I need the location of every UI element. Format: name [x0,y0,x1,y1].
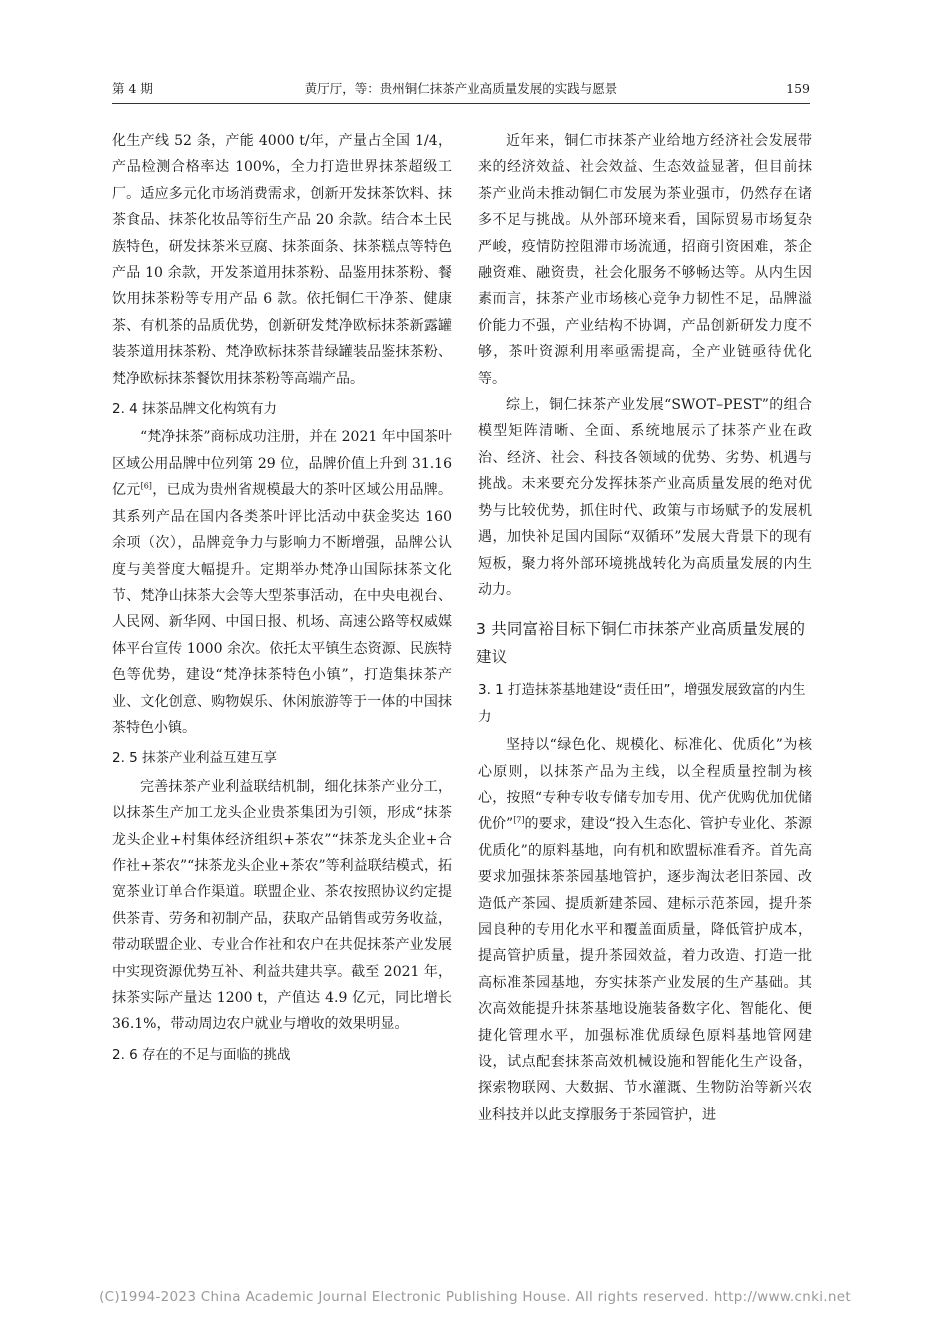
issue-number: 第 4 期 [112,81,153,96]
paragraph-summary: 综上，铜仁抹茶产业发展“SWOT–PEST”的组合模型矩阵清晰、全面、系统地展示了抹茶产业在政治、经济、社会、科技各领域的优势、劣势、机遇与挑战。未来要充分发挥抹茶产业高质量发展的绝对优势与比较优势，抓住时代、政策与市场赋予的发展机遇，加快补足国内国际“双循环”发展大背景下的现有短板，聚力将外部环境挑战转化为高质量发展的内生动力。 [478,397,812,598]
copyright-footer: (C)1994-2023 China Academic Journal Electronic Publishing House. All rights reserved. http://www.cnki.net [99,1289,851,1305]
left-column [112,128,452,1070]
header-rule [112,103,810,104]
section-heading-3-1: 3. 1 打造抹茶基地建设“责任田”，增强发展致富的内生力 [478,682,806,725]
paragraph-3-1-part-a: 坚持以“绿色化、规模化、标准化、优质化”为核心原则，以抹茶产品为主线，以全程质量控制为核心，按照“专种专收专储专加专用、优产优购优加优储优价” [478,737,812,833]
section-heading-3: 3 共同富裕目标下铜仁市抹茶产业高质量发展的建议 [476,620,806,667]
right-column [478,128,812,1128]
paragraph-2-4-part-b: ，已成为贵州省规模最大的茶叶区域公用品牌。其系列产品在国内各类茶叶评比活动中获金奖达 160 余项（次），品牌竞争力与影响力不断增强，品牌公认度与美誉度大幅提升。定期举办梵净山国际抹茶文化节、梵净山抹茶大会等大型茶事活动，在中央电视台、人民网、新华网、中国日报、机场、高速公路等权威媒体平台宣传 1000 余次。依托太平镇生态资源、民族特色等优势，建设“梵净抹茶特色小镇”，打造集抹茶产业、文化创意、购物娱乐、休闲旅游等于一体的中国抹茶特色小镇。 [112,482,453,736]
page-number: 159 [786,81,810,96]
paragraph-2-4-part-a: “梵净抹茶”商标成功注册，并在 2021 年中国茶叶区域公用品牌中位列第 29 位，品牌价值上升到 31.16 亿元 [112,429,452,499]
paragraph-continued: 化生产线 52 条，产能 4000 t/年，产量占全国 1/4，产品检测合格率达 100%，全力打造世界抹茶超级工厂。适应多元化市场消费需求，创新开发抹茶饮料、抹茶食品、抹茶化妆品等衍生产品 20 余款。结合本土民族特色，研发抹茶米豆腐、抹茶面条、抹茶糕点等特色产品 10 余款，开发茶道用抹茶粉、品鉴用抹茶粉、餐饮用抹茶粉等专用产品 6 款。依托铜仁干净茶、健康茶、有机茶的品质优势，创新研发梵净欧标抹茶新露罐装茶道用抹茶粉、梵净欧标抹茶昔绿罐装品鉴抹茶粉、梵净欧标抹茶餐饮用抹茶粉等高端产品。 [112,133,452,387]
section-heading-2-5: 2. 5 抹茶产业利益互建互享 [112,750,278,767]
citation-6: [6] [140,481,152,491]
section-heading-2-6: 2. 6 存在的不足与面临的挑战 [112,1046,291,1063]
paragraph-2-5: 完善抹茶产业利益联结机制，细化抹茶产业分工，以抹茶生产加工龙头企业贵茶集团为引领，形成“抹茶龙头企业+村集体经济组织+茶农”“抹茶龙头企业+合作社+茶农”“抹茶龙头企业+茶农”等利益联结模式，拓宽茶业订单合作渠道。联盟企业、茶农按照协议约定提供茶青、劳务和初制产品，获取产品销售或劳务收益，带动联盟企业、专业合作社和农户在共促抹茶产业发展中实现资源优势互补、利益共建共享。截至 2021 年，抹茶实际产量达 1200 t，产值达 4.9 亿元，同比增长 36.1%，带动周边农户就业与增收的效果明显。 [112,778,452,1033]
section-heading-2-4: 2. 4 抹茶品牌文化构筑有力 [112,401,278,418]
running-title: 黄厅厅，等：贵州铜仁抹茶产业高质量发展的实践与愿景 [304,81,618,96]
paragraph-3-1 [478,732,812,1128]
paragraph-2-6: 近年来，铜仁市抹茶产业给地方经济社会发展带来的经济效益、社会效益、生态效益显著，但目前抹茶产业尚未推动铜仁市发展为茶业强市，仍然存在诸多不足与挑战。从外部环境来看，国际贸易市场复杂严峻，疫情防控阻滞市场流通，招商引资困难，茶企融资难、融资贵，社会化服务不够畅达等。从内生因素而言，抹茶产业市场核心竞争力韧性不足，品牌溢价能力不强，产业结构不协调，产品创新研发力度不够，茶叶资源利用率亟需提高，全产业链亟待优化等。 [478,133,812,387]
running-header [112,78,810,100]
citation-7: [7] [513,815,525,825]
paragraph-2-4 [112,424,452,741]
paragraph-3-1-part-b: 的要求，建设“投入生态化、管护专业化、茶源优质化”的原料基地，向有机和欧盟标准看齐。首先高要求加强抹茶茶园基地管护，逐步淘汰老旧茶园、改造低产茶园、提质新建茶园、建标示范茶园，提升茶园良种的专用化水平和覆盖面质量，降低管护成本，提高管护质量，提升茶园效益，着力改造、打造一批高标准茶园基地，夯实抹茶产业发展的生产基础。其次高效能提升抹茶基地设施装备数字化、智能化、便捷化管理水平，加强标准优质绿色原料基地管网建设，试点配套抹茶高效机械设施和智能化生产设备，探索物联网、大数据、节水灌溉、生物防治等新兴农业科技并以此支撑服务于茶园管护，进 [478,816,812,1123]
